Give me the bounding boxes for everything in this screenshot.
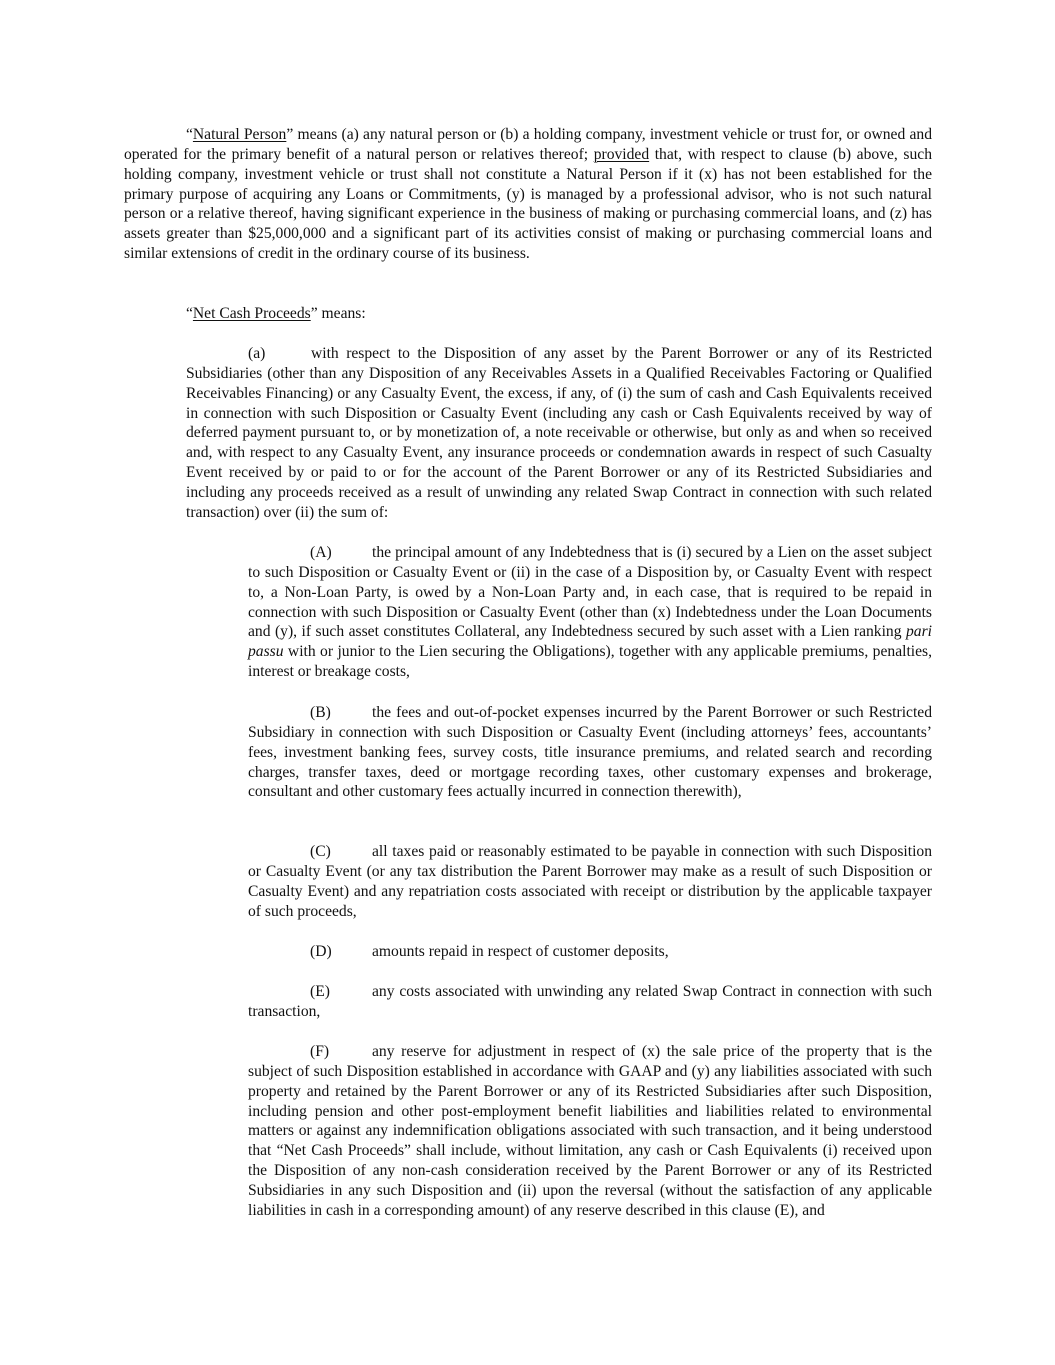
definition-text: that, with respect to clause (b) above, such holding company, investment vehicle or trust shall not constitute a Natural Person if it (x) has not been established for the primary purpose of acquiring any Loans or Commitments, (y) is managed by a professional advisor, who is not such natural person or a relative thereof, having significant experience in the business of making or purchasing commercial loans, and (z) has assets greater than $25,000,000 and a significant part of its activities consist of making or purchasing commercial loans and similar extensions of credit in the ordinary course of its business. bbox=[124, 145, 932, 263]
defined-term-net-cash-proceeds: Net Cash Proceeds bbox=[192, 305, 311, 322]
subclause-text: the principal amount of any Indebtedness that is (i) secured by a Lien on the asset subject to such Disposition or Casualty Event or (ii) in the case of a Disposition by, or Casualty Event with respect to, a Non-Loan Party, is owed by a Non-Loan Party and, in each case, that is required to be repaid in connection with such Disposition or Casualty Event (other than (x) Indebtedness under the Loan Documents and (y), if such asset constitutes Collateral, any Indebtedness secured by such asset with a Lien ranking bbox=[248, 544, 932, 641]
close-quote: ” bbox=[310, 305, 318, 322]
subclause-label: (C) bbox=[310, 843, 331, 860]
subclause-text: amounts repaid in respect of customer deposits, bbox=[372, 943, 669, 960]
subclause-text: with or junior to the Lien securing the Obligations), together with any applicable premiums, penalties, interest or breakage costs, bbox=[248, 643, 932, 681]
subclause-E bbox=[248, 982, 932, 1022]
definition-text: means: bbox=[317, 305, 366, 322]
subclause-label: (A) bbox=[310, 544, 332, 561]
subclause-label: (E) bbox=[310, 983, 330, 1000]
defined-term-natural-person: Natural Person bbox=[192, 126, 287, 143]
clause-a bbox=[186, 344, 932, 523]
definition-natural-person bbox=[124, 125, 932, 264]
subclause-text: the fees and out-of-pocket expenses incurred by the Parent Borrower or such Restricted Subsidiary in connection with such Disposition or Casualty Event (including attorneys’ fees, accountants’ fees, investment banking fees, survey costs, title insurance premiums, and related search and recording charges, transfer taxes, deed or mortgage recording taxes, other customary expenses and brokerage, consultant and other customary fees actually incurred in connection therewith), bbox=[248, 704, 932, 801]
subclause-D bbox=[248, 942, 932, 962]
subclause-text: any reserve for adjustment in respect of (x) the sale price of the property that is the subject of such Disposition established in accordance with GAAP and (y) any liabilities associated with such property and retained by the Parent Borrower or any of its Restricted Subsidiaries after such Disposition, including pension and other post-employment benefit liabilities and liabilities related to environmental matters or against any indemnification obligations associated with such transaction, and it being understood that “Net Cash Proceeds” shall include, without limitation, any cash or Cash Equivalents (i) received upon the Disposition of any non-cash consideration received by the Parent Borrower or any of its Restricted Subsidiaries in any such Disposition and (ii) upon the reversal (without the satisfaction of any applicable liabilities in cash in a corresponding amount) of any reserve described in this clause (E), and bbox=[248, 1043, 932, 1219]
open-quote: “ bbox=[186, 305, 193, 322]
subclause-text: any costs associated with unwinding any related Swap Contract in connection with such transaction, bbox=[248, 983, 932, 1020]
definition-net-cash-proceeds bbox=[124, 304, 932, 324]
subclause-label: (D) bbox=[310, 943, 332, 960]
close-quote: ” bbox=[286, 126, 294, 143]
italic-term-pari-passu: pari passu bbox=[248, 623, 932, 661]
clause-text: with respect to the Disposition of any asset by the Parent Borrower or any of its Restricted Subsidiaries (other than any Disposition of any Receivables Assets in a Qualified Receivables Factoring or Qualified Receivables Financing) or any Casualty Event, the excess, if any, of (i) the sum of cash and Cash Equivalents received in connection with such Disposition or Casualty Event (including any cash or Cash Equivalents received by way of deferred payment pursuant to, or by monetization of, a note receivable or otherwise, but only as and when so received and, with respect to any Casualty Event, any insurance proceeds or condemnation awards in respect of such Casualty Event received by or paid to or for the account of the Parent Borrower or any of its Restricted Subsidiaries and including any proceeds received as a result of unwinding any related Swap Contract in connection with such related transaction) over (ii) the sum of: bbox=[186, 345, 932, 521]
subclause-F bbox=[248, 1042, 932, 1221]
subclause-text: all taxes paid or reasonably estimated to be payable in connection with such Disposition or Casualty Event (or any tax distribution the Parent Borrower may make as a result of such Disposition or Casualty Event) and any repatriation costs associated with receipt or distribution by the applicable taxpayer of such proceeds, bbox=[248, 843, 932, 920]
open-quote: “ bbox=[186, 126, 193, 143]
subclause-label: (B) bbox=[310, 704, 331, 721]
subclause-label: (F) bbox=[310, 1043, 330, 1060]
definition-text: means (a) any natural person or (b) a holding company, investment vehicle or trust for, or owned and operated for the primary benefit of a natural person or relatives thereof; bbox=[124, 126, 932, 163]
subclause-C bbox=[248, 842, 932, 921]
clause-label: (a) bbox=[248, 345, 266, 362]
subclause-A bbox=[248, 543, 932, 682]
provided-term: provided bbox=[593, 145, 650, 163]
subclause-B bbox=[248, 703, 932, 802]
